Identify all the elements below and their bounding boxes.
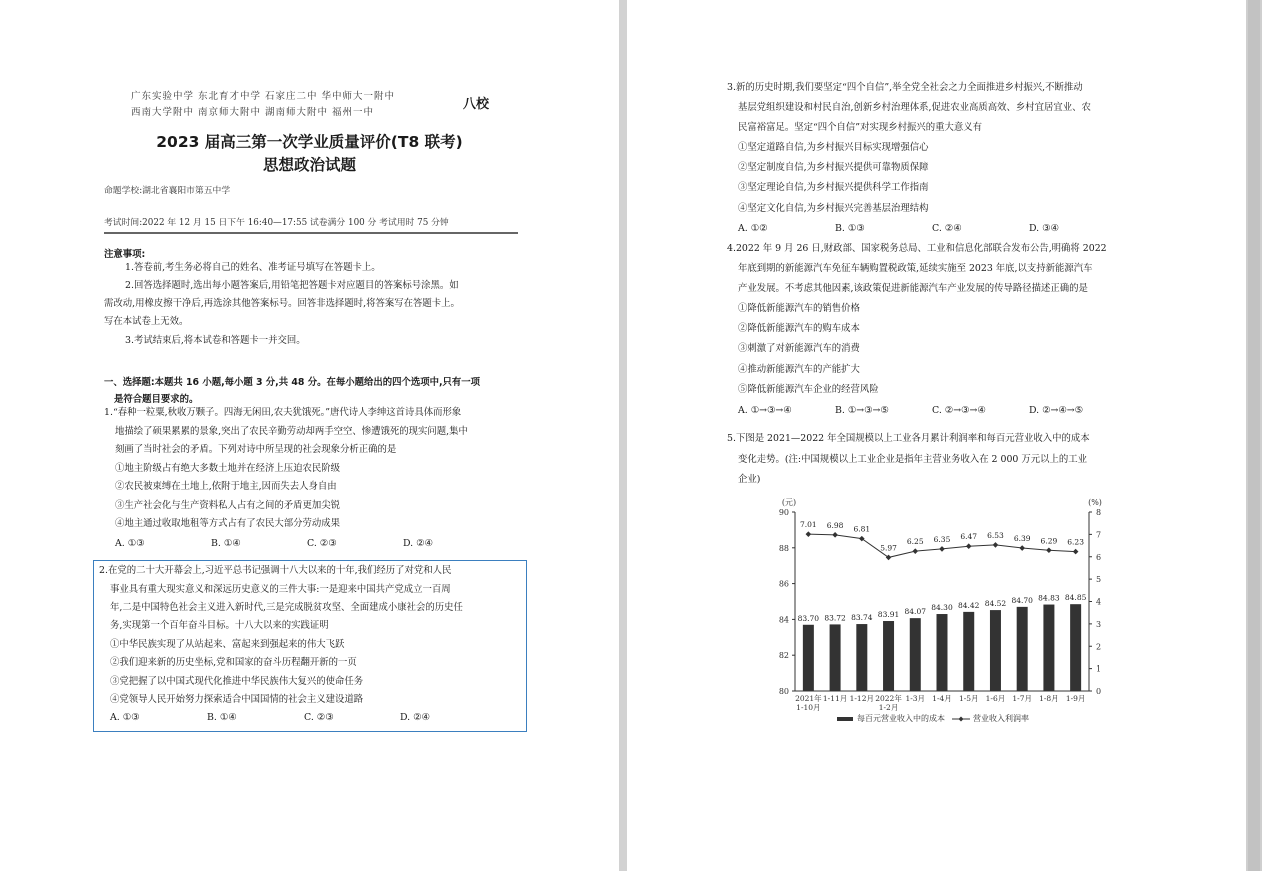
vertical-scrollbar[interactable] bbox=[1246, 0, 1262, 871]
profit-rate-label: 6.53 bbox=[987, 530, 1004, 540]
left-tick-label: 84 bbox=[778, 615, 789, 625]
q2-option-d: D. ②④ bbox=[400, 712, 430, 723]
section-heading-cont: 是符合题目要求的。 bbox=[114, 394, 199, 405]
profit-rate-label: 6.23 bbox=[1067, 537, 1084, 547]
profit-rate-label: 6.98 bbox=[826, 520, 844, 530]
right-tick-label: 8 bbox=[1096, 508, 1102, 517]
q4-stem-1: 4.2022 年 9 月 26 日,财政部、国家税务总局、工业和信息化部联合发布公告,明确将 2022 bbox=[727, 243, 1107, 254]
q1-item-4: ④地主通过收取地租等方式占有了农民大部分劳动成果 bbox=[115, 518, 341, 529]
category-label: 1-5月 bbox=[958, 694, 979, 703]
profit-rate-point bbox=[966, 543, 972, 549]
cost-bar-label: 83.72 bbox=[824, 613, 846, 623]
q1-option-b: B. ①④ bbox=[211, 538, 241, 549]
q1-item-2: ②农民被束缚在土地上,依附于地主,因而失去人身自由 bbox=[115, 481, 337, 492]
q1-option-c: C. ②③ bbox=[307, 538, 337, 549]
page-gutter bbox=[619, 0, 627, 871]
q3-option-d: D. ③④ bbox=[1029, 223, 1059, 234]
profit-rate-label: 6.39 bbox=[1013, 534, 1031, 544]
category-label: 1-2月 bbox=[878, 703, 899, 712]
exam-subject: 思想政治试题 bbox=[262, 156, 356, 174]
profit-rate-label: 6.81 bbox=[853, 524, 871, 534]
right-tick-label: 2 bbox=[1096, 642, 1102, 652]
legend-bar-label: 每百元营业收入中的成本 bbox=[857, 714, 945, 723]
profit-rate-label: 6.47 bbox=[960, 532, 978, 542]
profit-rate-label: 6.29 bbox=[1040, 536, 1058, 546]
q2-item-4: ④党领导人民开始努力探索适合中国国情的社会主义建设道路 bbox=[110, 694, 364, 705]
right-tick-label: 4 bbox=[1096, 597, 1102, 607]
legend-line-marker bbox=[959, 717, 964, 722]
cost-bar bbox=[910, 618, 921, 691]
q2-stem-2: 事业具有重大现实意义和深远历史意义的三件大事:一是迎来中国共产党成立一百周 bbox=[110, 584, 451, 595]
category-label: 1-4月 bbox=[932, 694, 952, 703]
q4-option-b: B. ①→③→⑤ bbox=[835, 405, 889, 416]
q4-item-5: ⑤降低新能源汽车企业的经营风险 bbox=[738, 384, 879, 395]
cost-bar-label: 84.52 bbox=[984, 599, 1007, 609]
cost-bar-label: 84.42 bbox=[957, 600, 980, 610]
q4-item-1: ①降低新能源汽车的销售价格 bbox=[738, 303, 860, 314]
notice-line-2: 2.回答选择题时,选出每小题答案后,用铅笔把答题卡对应题目的答案标号涂黑。如 bbox=[125, 280, 459, 291]
q4-item-3: ③刺激了对新能源汽车的消费 bbox=[738, 343, 860, 354]
scrollbar-thumb[interactable] bbox=[1248, 0, 1260, 871]
profit-rate-point bbox=[806, 531, 812, 537]
legend-line-label: 营业收入利润率 bbox=[973, 714, 1029, 723]
cost-bar bbox=[1043, 605, 1054, 691]
right-axis-unit: (%) bbox=[1088, 498, 1102, 507]
notice-line-3: 需改动,用橡皮擦干净后,再选涂其他答案标号。回答非选择题时,将答案写在答题卡上。 bbox=[104, 298, 460, 309]
cost-bar-label: 83.91 bbox=[877, 610, 900, 620]
profit-rate-point bbox=[832, 532, 838, 538]
left-tick-label: 80 bbox=[778, 687, 789, 696]
left-axis-unit: (元) bbox=[781, 498, 797, 507]
cost-bar bbox=[856, 624, 867, 691]
category-label: 1-3月 bbox=[905, 694, 926, 703]
header-rule bbox=[104, 232, 518, 234]
q1-item-3: ③生产社会化与生产资料私人占有之间的矛盾更加尖锐 bbox=[115, 500, 341, 511]
q3-item-1: ①坚定道路自信,为乡村振兴目标实现增强信心 bbox=[738, 142, 929, 153]
q1-stem-2: 地描绘了硕果累累的景象,突出了农民辛勤劳动却两手空空、惨遭饿死的现实问题,集中 bbox=[115, 426, 468, 437]
q3-item-4: ④坚定文化自信,为乡村振兴完善基层治理结构 bbox=[738, 203, 929, 214]
q2-item-1: ①中华民族实现了从站起来、富起来到强起来的伟大飞跃 bbox=[110, 639, 345, 650]
q1-stem-1: 1.“春种一粒粟,秋收万颗子。四海无闲田,农夫犹饿死。”唐代诗人李绅这首诗具体而形象 bbox=[104, 407, 462, 418]
cost-bar bbox=[1017, 607, 1028, 691]
school-list-line2: 西南大学附中 南京师大附中 湖南师大附中 福州一中 bbox=[131, 107, 375, 118]
left-tick-label: 86 bbox=[778, 579, 789, 589]
cost-bar bbox=[1070, 604, 1081, 691]
cost-bar bbox=[937, 614, 948, 691]
q3-option-c: C. ②④ bbox=[932, 223, 962, 234]
cost-bar-label: 84.07 bbox=[904, 607, 927, 617]
q5-stem-1: 5.下图是 2021—2022 年全国规模以上工业各月累计利润率和每百元营业收入中的成本 bbox=[727, 433, 1090, 444]
profit-rate-label: 5.97 bbox=[880, 543, 897, 553]
q4-stem-2: 年底到期的新能源汽车免征车辆购置税政策,延续实施至 2023 年底,以支持新能源汽车 bbox=[738, 263, 1093, 274]
cost-bar bbox=[803, 625, 814, 691]
document-page-right bbox=[627, 0, 1246, 871]
setter-school: 命题学校:湖北省襄阳市第五中学 bbox=[104, 186, 231, 196]
cost-bar-label: 83.70 bbox=[797, 613, 820, 623]
cost-profit-chart bbox=[747, 492, 1127, 732]
cost-bar bbox=[883, 621, 894, 691]
notice-line-1: 1.答卷前,考生务必将自己的姓名、准考证号填写在答题卡上。 bbox=[125, 262, 381, 273]
notice-title: 注意事项: bbox=[104, 249, 146, 260]
q3-option-b: B. ①③ bbox=[835, 223, 865, 234]
q4-option-d: D. ②→④→⑤ bbox=[1029, 405, 1084, 416]
q2-option-b: B. ①④ bbox=[207, 712, 237, 723]
profit-rate-point bbox=[912, 548, 918, 554]
q4-option-a: A. ①→③→④ bbox=[738, 405, 792, 416]
notice-line-4: 写在本试卷上无效。 bbox=[104, 316, 189, 327]
section-heading: 一、选择题:本题共 16 小题,每小题 3 分,共 48 分。在每小题给出的四个选项中,只有一项 bbox=[104, 377, 481, 388]
cost-bar bbox=[830, 624, 841, 691]
q2-stem-1: 2.在党的二十大开幕会上,习近平总书记强调十八大以来的十年,我们经历了对党和人民 bbox=[99, 565, 452, 576]
q4-item-4: ④推动新能源汽车的产能扩大 bbox=[738, 364, 860, 375]
category-label: 2021年 bbox=[795, 694, 822, 703]
q4-stem-3: 产业发展。不考虑其他因素,该政策促进新能源汽车产业发展的传导路径描述正确的是 bbox=[738, 283, 1088, 294]
q2-item-2: ②我们迎来新的历史坐标,党和国家的奋斗历程翻开新的一页 bbox=[110, 657, 357, 668]
legend-bar-swatch bbox=[837, 717, 853, 721]
profit-rate-label: 6.35 bbox=[933, 534, 951, 544]
q2-option-a: A. ①③ bbox=[110, 712, 140, 723]
q1-option-d: D. ②④ bbox=[403, 538, 433, 549]
eight-schools-label: 八校 bbox=[463, 97, 490, 112]
q5-stem-3: 企业) bbox=[738, 474, 761, 485]
q3-stem-2: 基层党组织建设和村民自治,创新乡村治理体系,促进农业高质高效、乡村宜居宜业、农 bbox=[738, 102, 1091, 113]
exam-title: 2023 届高三第一次学业质量评价(T8 联考) bbox=[156, 133, 463, 151]
q1-stem-3: 刻画了当时社会的矛盾。下列对诗中所呈现的社会现象分析正确的是 bbox=[115, 444, 397, 455]
school-list-line1: 广东实验中学 东北育才中学 石家庄二中 华中师大一附中 bbox=[131, 91, 396, 102]
category-label: 1-10月 bbox=[796, 703, 821, 712]
cost-bar-label: 84.83 bbox=[1038, 593, 1060, 603]
right-tick-label: 1 bbox=[1096, 664, 1102, 674]
notice-line-5: 3.考试结束后,将本试卷和答题卡一并交回。 bbox=[125, 335, 306, 346]
q4-item-2: ②降低新能源汽车的购车成本 bbox=[738, 323, 860, 334]
q2-stem-3: 年,二是中国特色社会主义进入新时代,三是完成脱贫攻坚、全面建成小康社会的历史任 bbox=[110, 602, 463, 613]
cost-bar-label: 84.30 bbox=[931, 603, 953, 613]
document-page-left bbox=[0, 0, 619, 871]
right-tick-label: 6 bbox=[1096, 552, 1102, 562]
category-label: 1-11月 bbox=[822, 694, 848, 703]
left-tick-label: 82 bbox=[778, 651, 789, 661]
category-label: 1-7月 bbox=[1012, 694, 1032, 703]
left-tick-label: 90 bbox=[778, 508, 789, 517]
q5-stem-2: 变化走势。(注:中国规模以上工业企业是指年主营业务收入在 2 000 万元以上的工业 bbox=[738, 454, 1087, 465]
category-label: 1-12月 bbox=[849, 694, 874, 703]
profit-rate-point bbox=[1073, 549, 1079, 555]
category-label: 1-6月 bbox=[985, 694, 1006, 703]
q1-option-a: A. ①③ bbox=[115, 538, 145, 549]
profit-rate-point bbox=[993, 542, 999, 548]
cost-bar-label: 83.74 bbox=[851, 613, 873, 623]
cost-bar-label: 84.85 bbox=[1064, 593, 1087, 603]
profit-rate-label: 7.01 bbox=[800, 520, 817, 530]
q3-item-2: ②坚定制度自信,为乡村振兴提供可靠物质保障 bbox=[738, 162, 929, 173]
q2-item-3: ③党把握了以中国式现代化推进中华民族伟大复兴的使命任务 bbox=[110, 676, 364, 687]
q2-stem-4: 务,实现第一个百年奋斗目标。十八大以来的实践证明 bbox=[110, 620, 329, 631]
right-tick-label: 5 bbox=[1096, 575, 1102, 585]
right-tick-label: 7 bbox=[1096, 530, 1102, 540]
q3-stem-3: 民富裕富足。坚定“四个自信”对实现乡村振兴的重大意义有 bbox=[738, 122, 982, 133]
cost-bar bbox=[990, 610, 1001, 691]
profit-rate-point bbox=[1046, 547, 1052, 553]
left-tick-label: 88 bbox=[778, 543, 789, 553]
category-label: 1-8月 bbox=[1039, 694, 1059, 703]
category-label: 2022年 bbox=[875, 694, 902, 703]
profit-rate-point bbox=[939, 546, 945, 552]
profit-rate-point bbox=[1019, 545, 1025, 551]
profit-rate-label: 6.25 bbox=[906, 537, 924, 547]
q4-option-c: C. ②→③→④ bbox=[932, 405, 986, 416]
exam-info: 考试时间:2022 年 12 月 15 日下午 16:40—17:55 试卷满分 100 分 考试用时 75 分钟 bbox=[104, 218, 449, 228]
q2-option-c: C. ②③ bbox=[304, 712, 334, 723]
q3-item-3: ③坚定理论自信,为乡村振兴提供科学工作指南 bbox=[738, 182, 929, 193]
cost-bar bbox=[963, 612, 974, 691]
cost-bar-label: 84.70 bbox=[1011, 595, 1033, 605]
right-tick-label: 0 bbox=[1096, 687, 1102, 696]
q3-option-a: A. ①② bbox=[738, 223, 768, 234]
q3-stem-1: 3.新的历史时期,我们要坚定“四个自信”,举全党全社会之力全面推进乡村振兴,不断推动 bbox=[727, 82, 1083, 93]
q1-item-1: ①地主阶级占有绝大多数土地并在经济上压迫农民阶级 bbox=[115, 463, 341, 474]
right-tick-label: 3 bbox=[1096, 619, 1102, 629]
category-label: 1-9月 bbox=[1065, 694, 1086, 703]
